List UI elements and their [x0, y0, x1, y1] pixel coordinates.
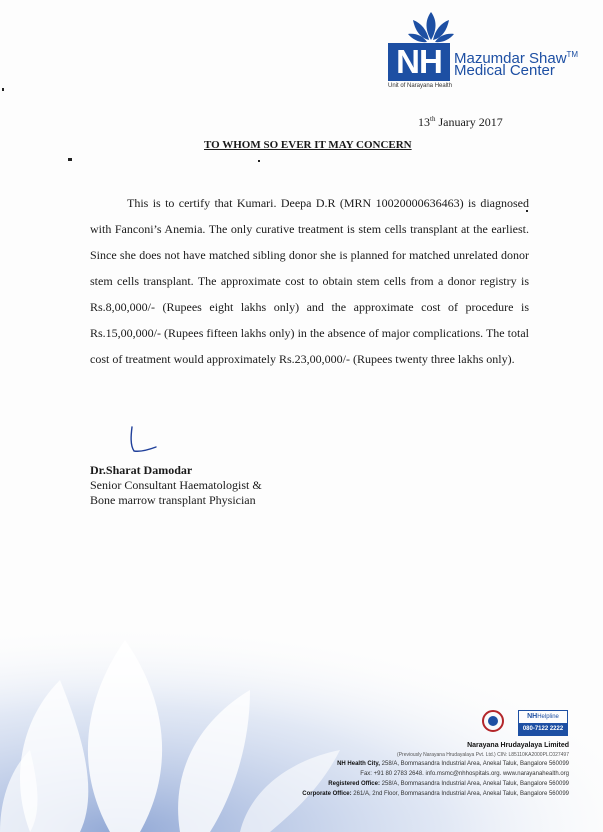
letter-footer — [239, 740, 569, 799]
accreditation-seal-icon — [482, 710, 504, 732]
signatory-title-line2: Bone marrow transplant Physician — [90, 493, 256, 507]
helpline-label: NHHelpline — [527, 713, 559, 720]
footer-registered-office: Registered Office: 258/A, Bommasandra Industrial Area, Anekal Taluk, Bangalore 560099 — [328, 781, 569, 787]
helpline-badge — [518, 710, 568, 736]
brand-name-line1: Mazumdar Shaw™ — [454, 50, 579, 67]
hospital-logo — [388, 10, 578, 90]
letter-body — [90, 190, 529, 372]
scan-speck — [68, 158, 72, 161]
signatory-block — [90, 463, 262, 508]
nh-logo-mark: NH — [388, 43, 450, 81]
scan-speck — [258, 160, 260, 162]
unit-line: Unit of Narayana Health — [388, 83, 453, 89]
scan-speck — [2, 88, 4, 91]
helpline-number: 080-7122 2222 — [519, 723, 567, 735]
letter-heading: TO WHOM SO EVER IT MAY CONCERN — [204, 139, 412, 151]
footer-company: Narayana Hrudayalaya Limited — [467, 742, 569, 749]
signatory-name: Dr.Sharat Damodar — [90, 463, 193, 477]
footer-company-note: (Previously Narayana Hrudayalaya Pvt. Ltd.) CIN: L85110KA2000PLC027497 — [397, 752, 569, 758]
signature-icon — [126, 425, 158, 455]
scan-speck — [526, 210, 528, 212]
footer-health-city: NH Health City, 258/A, Bommasandra Industrial Area, Anekal Taluk, Bangalore 560099 — [337, 761, 569, 767]
signatory-title-line1: Senior Consultant Haematologist & — [90, 478, 262, 492]
footer-contact: Fax: +91 80 2783 2648. info.msmc@nhhospitals.org. www.narayanahealth.org — [360, 771, 569, 777]
letter-date: 13th January 2017 — [418, 115, 503, 129]
brand-name-line2: Medical Center — [454, 62, 555, 79]
footer-corporate-office: Corporate Office: 261/A, 2nd Floor, Bommasandra Industrial Area, Anekal Taluk, Bangalore 560099 — [302, 791, 569, 797]
body-paragraph: This is to certify that Kumari. Deepa D.R (MRN 10020000636463) is diagnosed with Fanconi’s Anemia. The only curative treatment is stem cells transplant at the earliest. Since she does not have matched sibling donor she is planned for matched unrelated donor stem cells transplant. The approximate cost to obtain stem cells from a donor registry is Rs.8,00,000/- (Rupees eight lakhs only) and the approximate cost of procedure is Rs.15,00,000/- (Rupees fifteen lakhs only) in the absence of major complications. The total cost of treatment would approximately Rs.23,00,000/- (Rupees twenty three lakhs only). — [90, 196, 529, 366]
